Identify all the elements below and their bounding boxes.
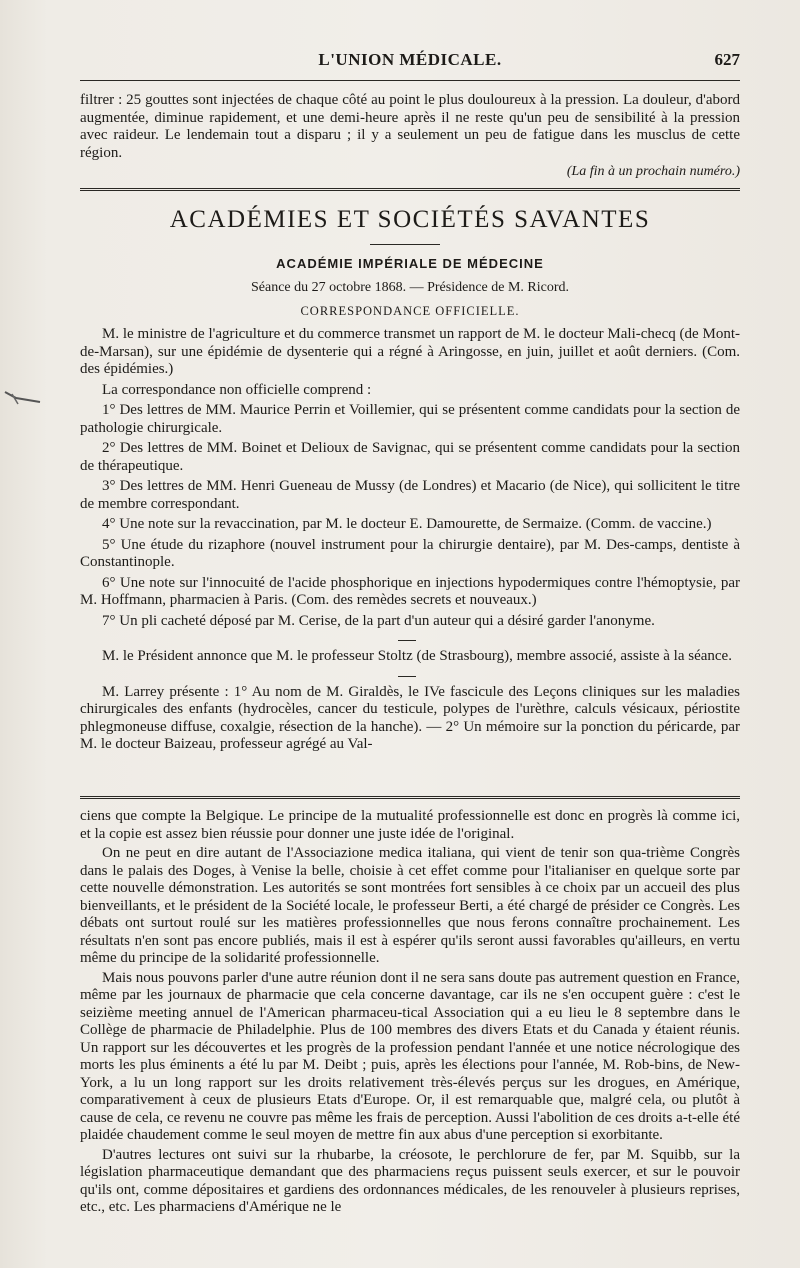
paragraph-correspondance: La correspondance non officielle comprend : bbox=[102, 381, 372, 398]
feuilleton-body bbox=[80, 808, 740, 1217]
separator-1 bbox=[80, 630, 740, 648]
continued-note: (La fin à un prochain numéro.) bbox=[566, 164, 740, 179]
academy-body bbox=[80, 326, 740, 754]
item-6: 6° Une note sur l'innocuité de l'acide phosphorique en injections hypodermiques contre l'hémoptysie, par M. Hoffmann, pharmacien à Paris. (Com. des remèdes secrets et nouveaux.) bbox=[80, 574, 740, 608]
paragraph-president: M. le Président annonce que M. le professeur Stoltz (de Strasbourg), membre associé, assiste à la séance. bbox=[102, 648, 732, 664]
academy-subtitle: ACADÉMIE IMPÉRIALE DE MÉDECINE bbox=[276, 256, 544, 271]
section-rule bbox=[80, 188, 740, 194]
separator-2 bbox=[80, 666, 740, 684]
header-rule bbox=[80, 80, 740, 81]
item-1: 1° Des lettres de MM. Maurice Perrin et Voillemier, qui se présentent comme candidats pour la section de pathologie chirurgicale. bbox=[80, 402, 740, 436]
top-paragraph: filtrer : 25 gouttes sont injectées de chaque côté au point le plus douloureux à la pression. La douleur, d'abord augmentée, diminue rapidement, et une demi-heure après il ne reste qu'un peu de sensibilité à la pression avec raideur. Le lendemain tout a disparu ; il y a seulement un peu de fatigue dans les musclus de cette région. bbox=[80, 92, 740, 161]
item-3: 3° Des lettres de MM. Henri Gueneau de Mussy (de Londres) et Macario (de Nice), qui sollicitent le titre de membre correspondant. bbox=[80, 478, 740, 512]
item-4: 4° Une note sur la revaccination, par M. le docteur E. Damourette, de Sermaize. (Comm. de vaccine.) bbox=[102, 516, 712, 532]
paragraph-larrey: M. Larrey présente : 1° Au nom de M. Giraldès, le IVe fascicule des Leçons cliniques sur les maladies chirurgicales des enfants (hydrocèles, cancer du testicule, polypes de l'urèthre, calculs vésicaux, périostite phlegmoneuse diffuse, coxalgie, résection de la hanche). — 2° Un mémoire sur la ponction du péricarde, par M. le docteur Baizeau, professeur agrégé au Val- bbox=[80, 683, 740, 752]
running-header bbox=[80, 50, 740, 76]
paragraph-ministre: M. le ministre de l'agriculture et du commerce transmet un rapport de M. le docteur Mali-checq (de Mont-de-Marsan), sur une épidémie de dysenterie qui a régné à Aringosse, en juin, juillet et août derniers. (Com. des épidémies.) bbox=[80, 326, 740, 377]
item-5: 5° Une étude du rizaphore (nouvel instrument pour la chirurgie dentaire), par M. Des-camps, dentiste à Constantinople. bbox=[80, 536, 740, 570]
seance-line: Séance du 27 octobre 1868. — Présidence de M. Ricord. bbox=[250, 280, 570, 295]
title-rule bbox=[370, 244, 440, 245]
feuilleton-paragraph-3: Mais nous pouvons parler d'une autre réunion dont il ne sera sans doute pas autrement question en France, même par les journaux de pharmacie que cela concerne davantage, car ils ne s'en occupent guère : c'est le seizième meeting annuel de l'American pharmaceu-tical Association qui a eu lieu le 8 septembre dans le Collège de pharmacie de Philadelphie. Plus de 100 membres des divers Etats et du Canada y étaient réunis. Un rapport sur les découvertes et les progrès de la profession pendant l'année et une notice nécrologique des morts les plus éminents a été lu par M. Deibt ; puis, après les élections pour l'année, M. Rob-bins, de New-York, a lu un long rapport sur les droits relativement très-élevés perçus sur les drogues, en Amérique, comparativement à ceux de plusieurs Etats d'Europe. Or, il est remarquable que, malgré cela, ou plutôt à cause de cela, ce revenu ne couvre pas même les frais de perception. Aussi l'abolition de ces droits a-t-elle été plaidée chaudement comme le seul moyen de mettre fin aux abus d'une perception si exorbitante. bbox=[80, 969, 740, 1143]
item-2: 2° Des lettres de MM. Boinet et Delioux de Savignac, qui se présentent comme candidats pour la section de thérapeutique. bbox=[80, 440, 740, 474]
feuilleton-rule bbox=[80, 796, 740, 802]
section-title: ACADÉMIES ET SOCIÉTÉS SAVANTES bbox=[169, 206, 651, 233]
feuilleton-paragraph-1: ciens que compte la Belgique. Le principe de la mutualité professionnelle est donc en progrès là comme ici, et la copie est assez bien réussie pour donner une juste idée de l'original. bbox=[80, 808, 740, 842]
page-number: 627 bbox=[714, 50, 740, 69]
correspondance-heading: CORRESPONDANCE OFFICIELLE. bbox=[300, 304, 520, 318]
feuilleton-paragraph-4: D'autres lectures ont suivi sur la rhubarbe, la créosote, le perchlorure de fer, par M. Squibb, sur la législation pharmaceutique demandant que des pharmaciens reçus puissent seuls exercer, et sur le pouvoir qu'ils ont, comme dépositaires et gardiens des ordonnances médicales, de les renouveler à plusieurs reprises, etc., etc. Les pharmaciens d'Amérique ne le bbox=[80, 1146, 740, 1215]
journal-title: L'UNION MÉDICALE. bbox=[318, 50, 502, 69]
top-fragment bbox=[80, 92, 740, 180]
pencil-mark-icon bbox=[4, 390, 42, 406]
item-7: 7° Un pli cacheté déposé par M. Cerise, de la part d'un auteur qui a désiré garder l'anonyme. bbox=[102, 612, 655, 629]
feuilleton-paragraph-2: On ne peut en dire autant de l'Associazione medica italiana, qui vient de tenir son qua-trième Congrès dans le palais des Doges, à Venise la belle, choisie à cet effet comme pour l'italianiser en quelque sorte par cette nouvelle démonstration. Les autorités se sont montrées fort sensibles à ce choix par un accueil des plus bienveillants, et le président de la Société locale, le professeur Berti, a été chargé de présider ce Congrès. Les débats ont surtout roulé sur les matières professionnelles que nous ferons connaître prochainement. Les résultats n'en sont pas encore publiés, mais il est à espérer qu'ils seront aussi favorables qu'ailleurs, en vertu même du principe de la solidarité professionnelle. bbox=[80, 845, 740, 966]
